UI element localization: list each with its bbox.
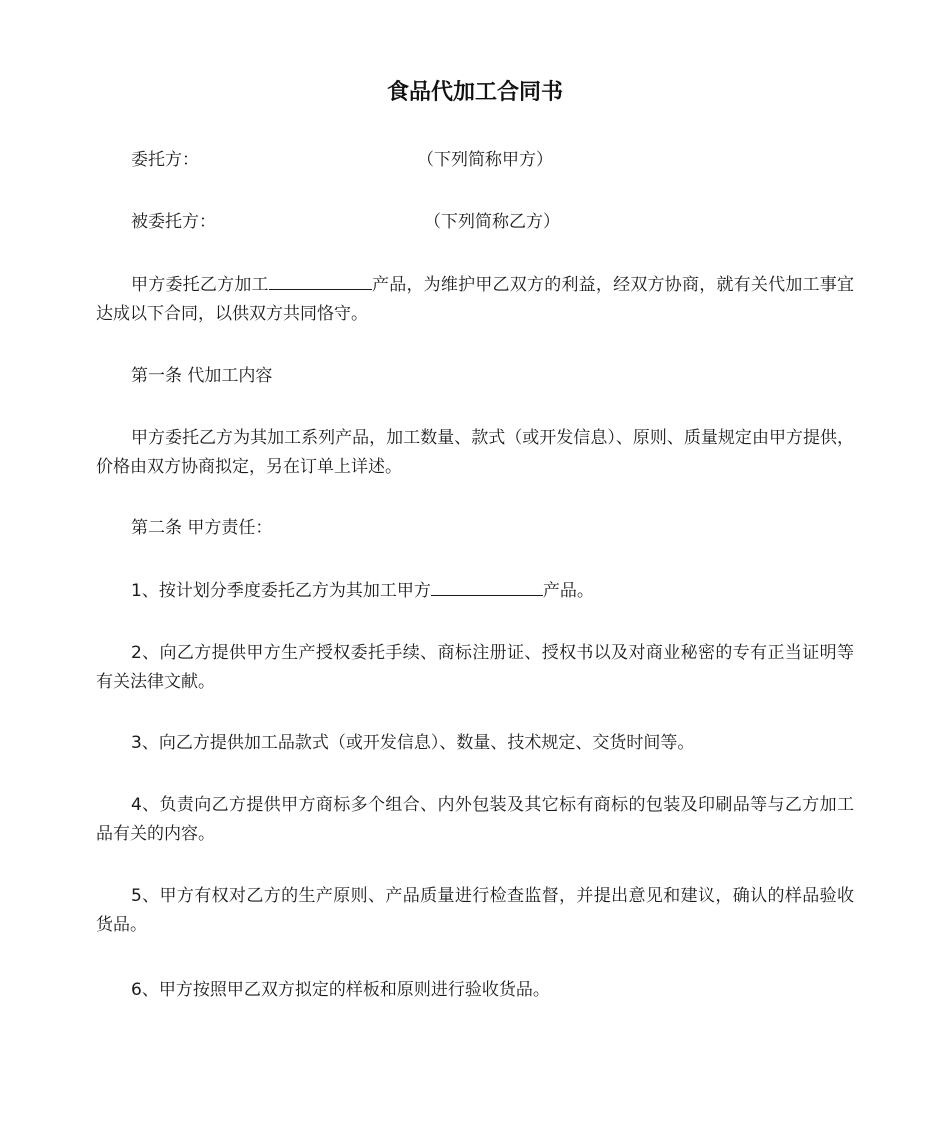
intro-text-after: 产品，为维护甲乙双方的利益，经双方协商，就有关代加工事宜达成以下合同，以供双方共同恪守。 — [96, 275, 855, 324]
product-name-blank — [269, 272, 372, 290]
item-1-text-after: 产品。 — [542, 581, 594, 601]
party-a-label: 委托方： — [131, 150, 199, 170]
article1-heading: 第一条 代加工内容 — [131, 366, 273, 386]
item-6: 6、甲方按照甲乙双方拟定的样板和原则进行验收货品。 — [131, 980, 550, 1000]
item-1 — [96, 577, 854, 606]
document-title: 食品代加工合同书 — [386, 80, 563, 105]
article1-text: 甲方委托乙方为其加工系列产品，加工数量、款式（或开发信息）、原则、质量规定由甲方提供，价格由双方协商拟定，另在订单上详述。 — [96, 428, 854, 477]
item-2: 2、向乙方提供甲方生产授权委托手续、商标注册证、授权书以及对商业秘密的专有正当证明等有关法律文献。 — [96, 643, 854, 692]
item-4: 4、负责向乙方提供甲方商标多个组合、内外包装及其它标有商标的包装及印刷品等与乙方加工品有关的内容。 — [96, 795, 854, 844]
party-b-label: 被委托方： — [131, 212, 216, 232]
item-1-text-before: 1、按计划分季度委托乙方为其加工甲方 — [131, 581, 431, 601]
intro-text-before: 甲方委托乙方加工 — [131, 275, 269, 295]
party-a-note: （下列简称甲方） — [417, 150, 553, 170]
party-b-line — [96, 208, 854, 237]
article2-heading: 第二条 甲方责任： — [131, 518, 273, 538]
item-3: 3、向乙方提供加工品款式（或开发信息）、数量、技术规定、交货时间等。 — [131, 733, 695, 753]
party-b-note: （下列简称乙方） — [424, 212, 560, 232]
item-5: 5、甲方有权对乙方的生产原则、产品质量进行检查监督，并提出意见和建议，确认的样品验收货品。 — [96, 886, 854, 935]
party-a-line — [96, 146, 854, 175]
intro-paragraph — [96, 271, 854, 329]
item-1-product-blank — [431, 578, 543, 596]
